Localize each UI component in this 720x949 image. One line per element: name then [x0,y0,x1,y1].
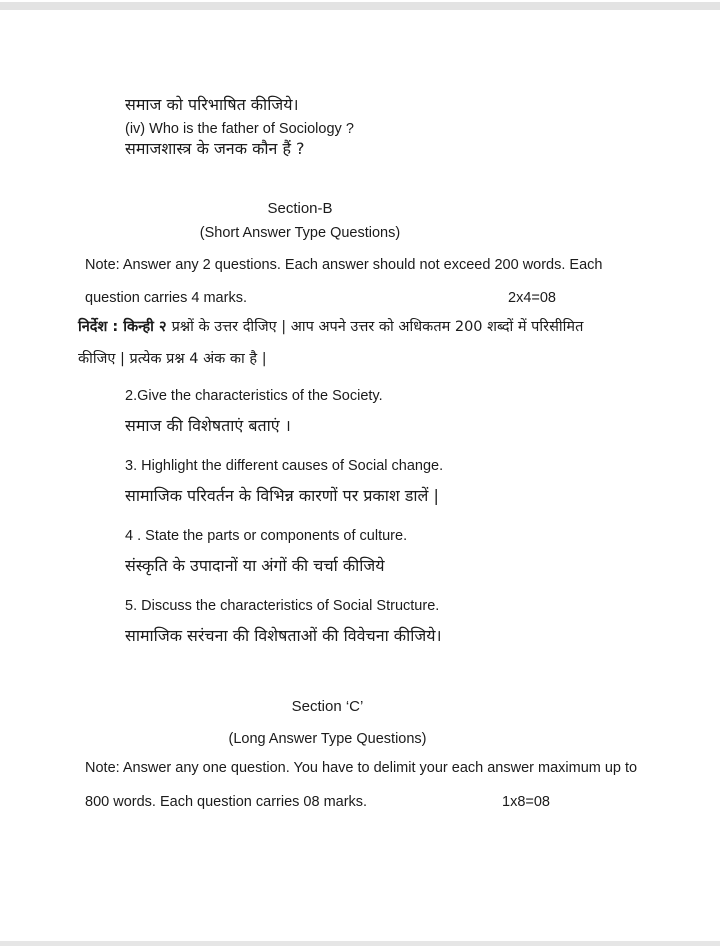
intro-hindi-line-1: समाज को परिभाषित कीजिये। [125,95,299,114]
section-c-subtitle: (Long Answer Type Questions) [228,731,427,747]
section-b-note-line-2: question carries 4 marks. [85,290,247,306]
section-c-marks: 1x8=08 [502,794,550,810]
section-c-note-line-2: 800 words. Each question carries 08 marks. [85,794,368,810]
hindi-directions-line-1 [78,318,583,336]
page-bottom-edge [0,941,720,946]
question-4-english: 4 . State the parts or components of culture. [125,528,408,544]
question-5-hindi: सामाजिक सरंचना की विशेषताओं की विवेचना कीजिये। [125,626,442,645]
page-top-edge [0,2,720,10]
section-c-title: Section ‘C’ [291,698,364,715]
section-b-marks: 2x4=08 [508,290,556,306]
hindi-directions-rest: प्रश्नों के उत्तर दीजिए | आप अपने उत्तर को अधिकतम 200 शब्दों में परिसीमित [171,319,584,335]
section-b-subtitle: (Short Answer Type Questions) [199,225,401,241]
question-1-iv-hindi: समाजशास्त्र के जनक कौन हैं ? [125,139,305,158]
section-b-note-line-1: Note: Answer any 2 questions. Each answer should not exceed 200 words. Each [85,257,603,273]
hindi-directions-bold: निर्देश : किन्ही २ [78,319,172,335]
section-b-title: Section-B [267,200,333,217]
question-2-hindi: समाज की विशेषताएं बताएं । [125,416,291,435]
question-3-hindi: सामाजिक परिवर्तन के विभिन्न कारणों पर प्रकाश डालें | [125,486,439,505]
question-2-english: 2.Give the characteristics of the Society. [125,388,383,404]
question-1-iv-english: (iv) Who is the father of Sociology ? [125,121,354,137]
section-c-note-line-1: Note: Answer any one question. You have to delimit your each answer maximum up to [85,760,638,776]
hindi-directions-line-2: कीजिए | प्रत्येक प्रश्न 4 अंक का है | [78,351,267,367]
question-3-english: 3. Highlight the different causes of Social change. [125,458,444,474]
question-5-english: 5. Discuss the characteristics of Social Structure. [125,598,440,614]
question-4-hindi: संस्कृति के उपादानों या अंगों की चर्चा कीजिये [125,556,385,575]
